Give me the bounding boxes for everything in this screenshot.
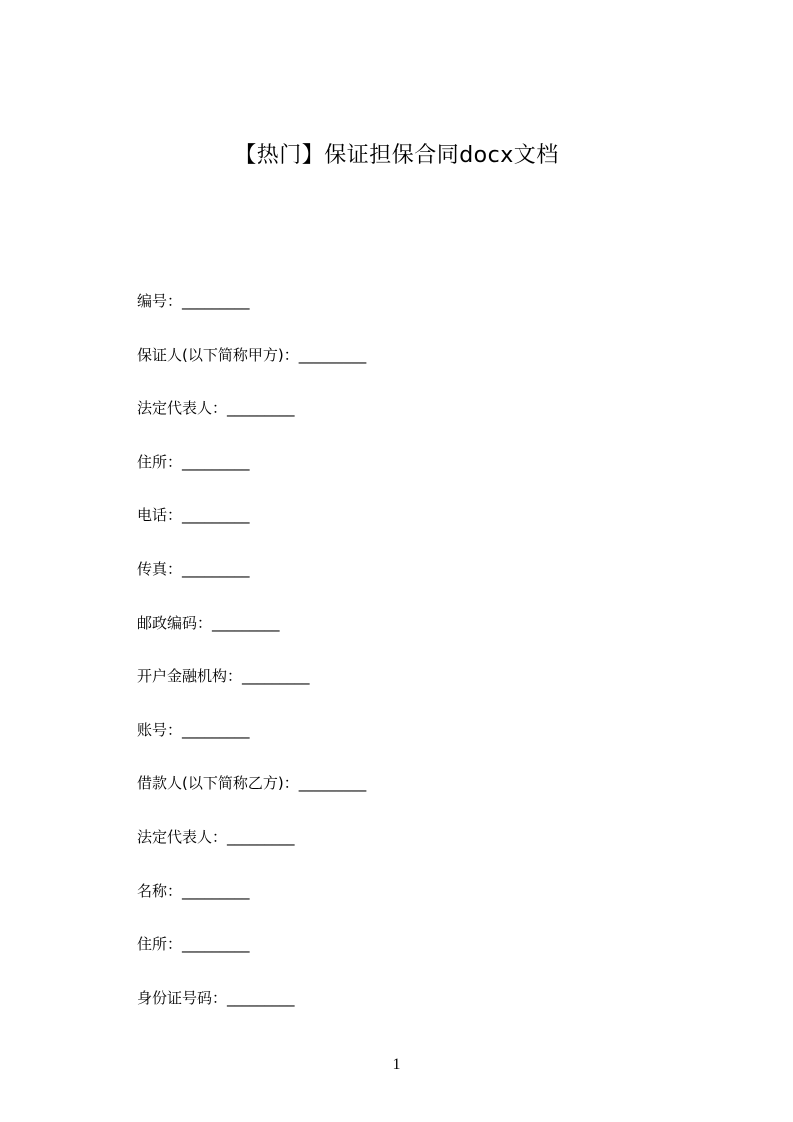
field-guarantor: 保证人(以下简称甲方)：_________: [137, 345, 367, 364]
field-guarantor-postal-code: 邮政编码：_________: [137, 613, 280, 632]
field-guarantor-phone: 电话：_________: [137, 506, 250, 525]
page-number: 1: [392, 1056, 401, 1073]
field-borrower-name: 名称：_________: [137, 881, 250, 900]
field-borrower-legal-representative: 法定代表人：_________: [137, 827, 295, 846]
field-guarantor-bank: 开户金融机构：_________: [137, 667, 310, 686]
field-borrower-id-number: 身份证号码：_________: [137, 988, 295, 1007]
field-guarantor-address: 住所：_________: [137, 452, 250, 471]
field-guarantor-account: 账号：_________: [137, 720, 250, 739]
field-borrower-address: 住所：_________: [137, 935, 250, 954]
field-borrower: 借款人(以下简称乙方)：_________: [137, 774, 367, 793]
contract-fields: [137, 288, 697, 1038]
field-guarantor-fax: 传真：_________: [137, 559, 250, 578]
document-title: 【热门】保证担保合同docx文档: [234, 143, 559, 168]
field-guarantor-legal-representative: 法定代表人：_________: [137, 399, 295, 418]
field-contract-number: 编号：_________: [137, 292, 250, 310]
